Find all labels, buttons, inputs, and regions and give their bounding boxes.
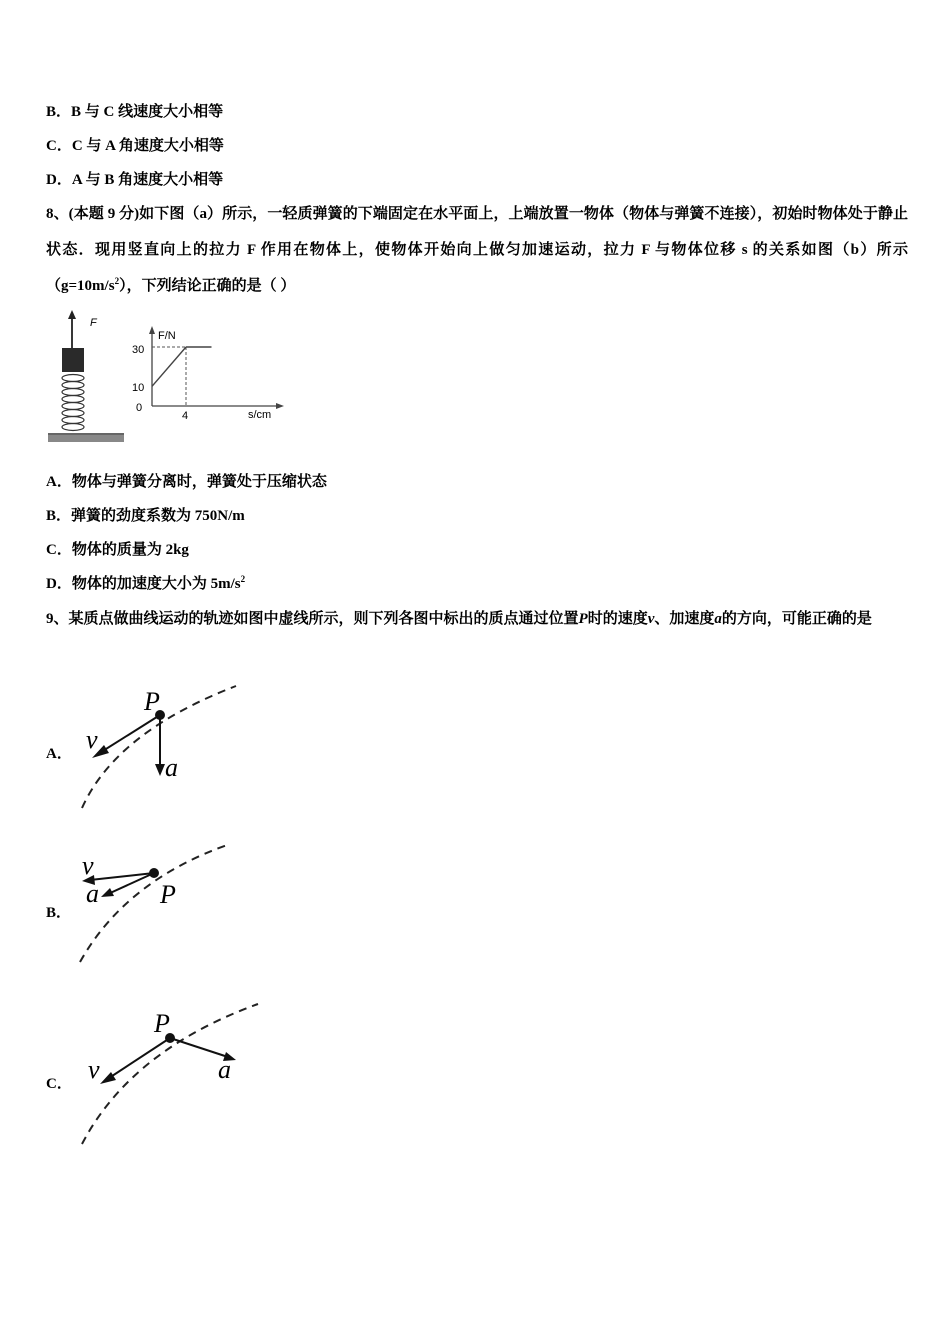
option-letter: B．	[46, 508, 72, 524]
symbol-a: a	[714, 611, 722, 627]
q8-option-c	[46, 540, 189, 560]
option-letter: B．	[46, 104, 72, 120]
option-letter: D．	[46, 576, 72, 592]
q9-option-a-figure	[76, 682, 246, 817]
q8-option-d	[46, 574, 245, 594]
option-text: 物体的加速度大小为 5m/s	[71, 576, 241, 592]
label-v: v	[88, 1055, 100, 1084]
option-text: 物体的质量为 2kg	[71, 542, 189, 558]
q9-stem	[46, 601, 908, 637]
option-letter: C．	[46, 542, 72, 558]
label-a: a	[165, 753, 178, 782]
superscript: 2	[114, 276, 120, 286]
q7-option-d	[46, 170, 223, 190]
label-p: P	[154, 1009, 170, 1038]
q8-option-b	[46, 506, 245, 526]
option-letter: A．	[46, 474, 72, 490]
option-text: 弹簧的劲度系数为 750N/m	[71, 508, 245, 524]
x-tick-4: 4	[182, 410, 189, 422]
symbol-v: v	[647, 611, 655, 627]
force-label: F	[90, 317, 97, 329]
option-text: C 与 A 角速度大小相等	[71, 138, 224, 154]
y-tick-10: 10	[132, 382, 145, 394]
block	[62, 348, 84, 372]
y-axis-label: F/N	[158, 330, 176, 342]
label-v: v	[86, 725, 98, 754]
label-v: v	[82, 851, 94, 880]
y-axis-arrowhead	[149, 326, 155, 334]
question-text: 如下图（a）所示，一轻质弹簧的下端固定在水平面上，上端放置一物体（物体与弹簧不连接），初始时物体处于静止状态．现用竖直向上的拉力 F 作用在物体上，使物体开始向上做匀加速运动，拉力 F 与物体位移 s 的关系如图（b）所示（g=10m/s	[46, 206, 908, 294]
trajectory-dashed	[80, 844, 230, 962]
q8-option-a	[46, 472, 327, 492]
label-a: a	[86, 879, 99, 908]
q8-figure	[44, 308, 294, 448]
question-text: 某质点做曲线运动的轨迹如图中虚线所示，则下列各图中标出的质点通过位置	[68, 611, 579, 627]
q9-option-c-label: C．	[46, 1076, 72, 1092]
question-number: 8、	[46, 206, 69, 222]
q9-option-b-label: B．	[46, 905, 72, 921]
force-arrowhead	[68, 310, 76, 319]
ground	[48, 434, 124, 442]
x-axis-label: s/cm	[248, 409, 272, 421]
question-points: (本题 9 分)	[68, 206, 140, 222]
option-text: A 与 B 角速度大小相等	[71, 172, 224, 188]
acceleration-arrowhead	[101, 888, 114, 897]
label-p: P	[160, 880, 176, 909]
trajectory-dashed	[82, 1004, 258, 1144]
option-text: 物体与弹簧分离时，弹簧处于压缩状态	[71, 474, 327, 490]
option-letter: D．	[46, 172, 72, 188]
q7-option-b	[46, 102, 223, 122]
symbol-p: P	[578, 611, 588, 627]
question-number: 9、	[46, 611, 69, 627]
acceleration-arrowhead	[155, 764, 165, 776]
velocity-arrow	[98, 715, 160, 754]
q9-option-a-label: A．	[46, 746, 72, 762]
question-text: 时的速度	[587, 611, 648, 627]
y-tick-0: 0	[136, 402, 143, 414]
question-text: 、加速度	[654, 611, 715, 627]
point-p	[149, 868, 159, 878]
label-p: P	[144, 687, 160, 716]
velocity-arrowhead	[100, 1072, 116, 1084]
label-a: a	[218, 1055, 231, 1084]
option-letter: C．	[46, 138, 72, 154]
superscript: 2	[240, 574, 246, 584]
force-displacement-series	[152, 347, 212, 386]
x-axis-arrowhead	[276, 403, 284, 409]
option-text: B 与 C 线速度大小相等	[71, 104, 224, 120]
question-text: 的方向，可能正确的是	[721, 611, 872, 627]
spring	[62, 375, 84, 431]
q7-option-c	[46, 136, 224, 156]
question-text-end: ），下列结论正确的是（ ）	[119, 278, 296, 294]
q9-option-c-figure	[76, 1000, 266, 1150]
series-segment-0	[152, 347, 186, 386]
y-tick-30: 30	[132, 344, 145, 356]
q8-stem	[46, 196, 908, 304]
q9-option-b-figure	[76, 840, 246, 970]
